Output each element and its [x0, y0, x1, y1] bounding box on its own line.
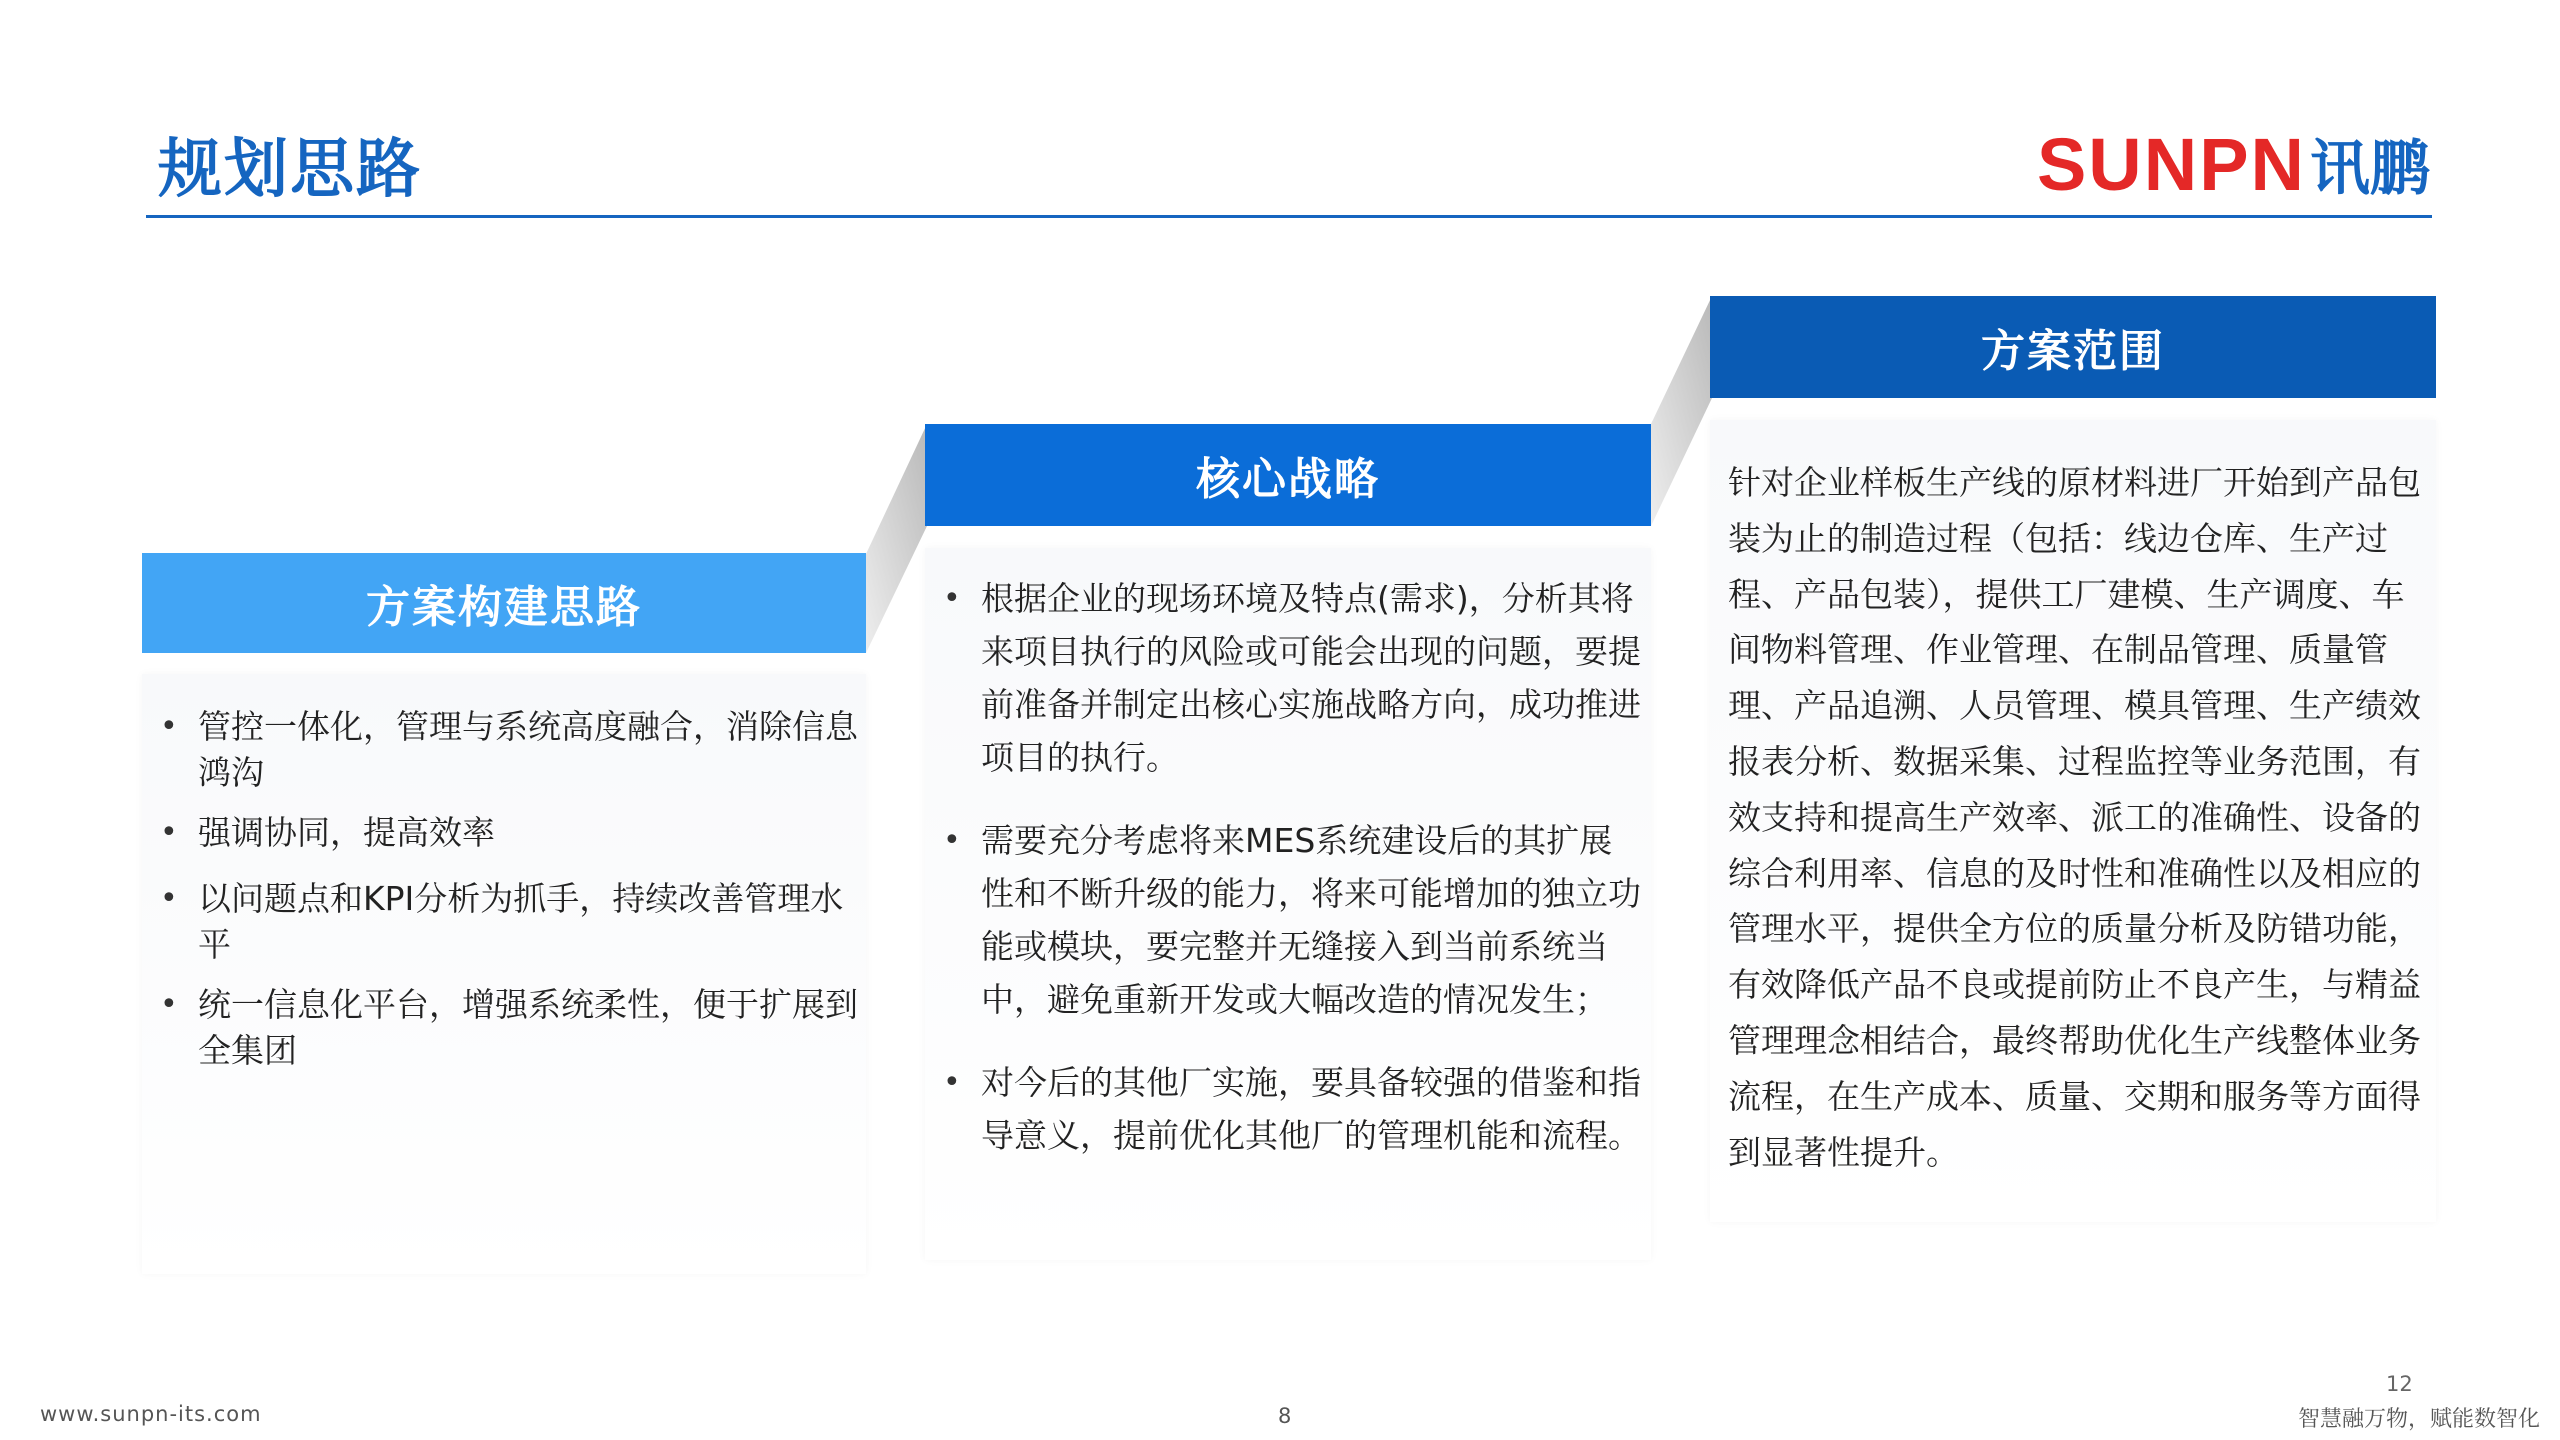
list-item: • 强调协同，提高效率	[142, 810, 866, 856]
step-connector-2	[1651, 296, 1713, 526]
list-item: • 以问题点和KPI分析为抓手，持续改善管理水平	[142, 876, 866, 968]
sunpn-logo	[2036, 122, 2430, 206]
header-divider	[146, 215, 2432, 218]
list-item: • 对今后的其他厂实施，要具备较强的借鉴和指导意义，提前优化其他厂的管理机能和流程。	[925, 1056, 1645, 1162]
core-strategy-list	[925, 572, 1645, 1192]
column-heading-core-strategy: 核心战略	[925, 424, 1651, 526]
scope-paragraph: 针对企业样板生产线的原材料进厂开始到产品包装为止的制造过程（包括：线边仓库、生产过程、产品包装），提供工厂建模、生产调度、车间物料管理、作业管理、在制品管理、质量管理、产品追溯、人员管理、模具管理、生产绩效报表分析、数据采集、过程监控等业务范围，有效支持和提高生产效率、派工的准确性、设备的综合利用率、信息的及时性和准确性以及相应的管理水平，提供全方位的质量分析及防错功能，有效降低产品不良或提前防止不良产生，与精益管理理念相结合，最终帮助优化生产线整体业务流程，在生产成本、质量、交期和服务等方面得到显著性提升。	[1728, 463, 2421, 1172]
slide-number: 12	[2386, 1372, 2413, 1396]
column-heading-strategy-construction: 方案构建思路	[142, 553, 866, 653]
footer-slogan: 智慧融万物，赋能数智化	[2297, 1407, 2540, 1432]
construction-list	[142, 704, 866, 1088]
logo-text: SUNPN	[2036, 122, 2306, 206]
logo-cn: 讯鹏	[2310, 134, 2430, 204]
footer-page-number: 8	[1278, 1404, 1292, 1428]
list-item: • 需要充分考虑将来MES系统建设后的其扩展性和不断升级的能力，将来可能增加的独立功能或模块，要完整并无缝接入到当前系统当中，避免重新开发或大幅改造的情况发生；	[925, 814, 1645, 1026]
list-item: • 根据企业的现场环境及特点(需求)，分析其将来项目执行的风险或可能会出现的问题，要提前准备并制定出核心实施战略方向，成功推进项目的执行。	[925, 572, 1645, 784]
list-item: • 统一信息化平台，增强系统柔性，便于扩展到全集团	[142, 982, 866, 1074]
step-connector-1	[866, 424, 928, 654]
list-item: • 管控一体化，管理与系统高度融合，消除信息鸿沟	[142, 704, 866, 796]
page-title: 规划思路	[158, 133, 422, 207]
footer-url: www.sunpn-its.com	[40, 1402, 262, 1426]
column-heading-scope: 方案范围	[1710, 296, 2436, 398]
